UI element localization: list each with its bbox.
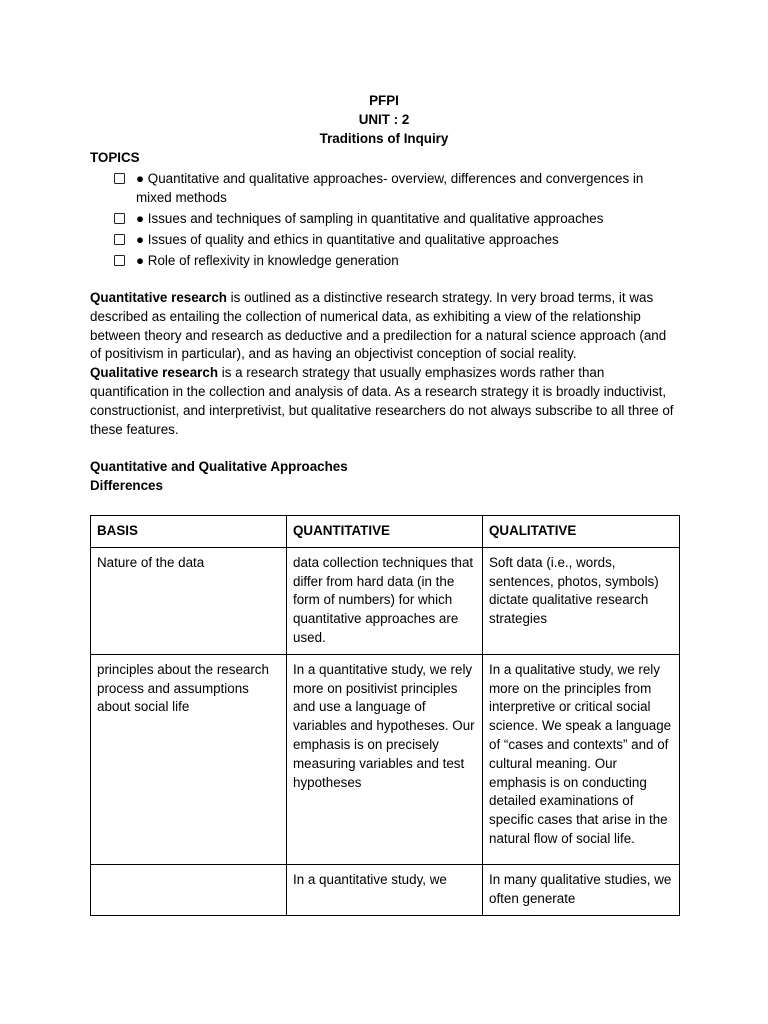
- quantitative-term: Quantitative research: [90, 290, 227, 305]
- section-subtitle: Differences: [90, 478, 163, 493]
- table-row: [91, 547, 680, 654]
- checkbox[interactable]: [114, 234, 125, 245]
- table-header-row: [91, 516, 680, 548]
- topic-text: ● Quantitative and qualitative approaches- overview, differences and convergences in mixed methods: [136, 171, 644, 205]
- table-cell: In many qualitative studies, we often generate: [483, 864, 680, 915]
- header-cell: QUANTITATIVE: [287, 516, 483, 548]
- topic-text: ● Role of reflexivity in knowledge generation: [136, 253, 399, 268]
- header-cell: BASIS: [91, 516, 287, 548]
- qualitative-term: Qualitative research: [90, 365, 219, 381]
- table-row: [91, 654, 680, 864]
- topic-text: ● Issues and techniques of sampling in quantitative and qualitative approaches: [136, 211, 604, 226]
- table-cell: In a qualitative study, we rely more on the principles from interpretive or critical social science. We speak a language of “cases and contexts” and of cultural meaning. Our emphasis is on conducting detailed examinations of specific cases that arise in the natural flow of social life.: [483, 654, 680, 864]
- doc-title: Traditions of Inquiry: [319, 131, 449, 146]
- comparison-table: [90, 515, 680, 916]
- topics-heading: TOPICS: [90, 150, 140, 165]
- topic-text: ● Issues of quality and ethics in quantitative and qualitative approaches: [136, 232, 559, 247]
- section-title: Quantitative and Qualitative Approaches: [90, 459, 348, 474]
- table-cell: Nature of the data: [91, 547, 287, 654]
- table-cell: Soft data (i.e., words, sentences, photos, symbols) dictate qualitative research strategies: [483, 547, 680, 654]
- table-cell: principles about the research process and assumptions about social life: [91, 654, 287, 864]
- definitions-paragraph: [90, 289, 680, 439]
- checkbox[interactable]: [114, 213, 125, 224]
- quantitative-definition: is outlined as a distinctive research strategy. In very broad terms, it was described as entailing the collection of numerical data, as exhibiting a view of the relationship between theory and research as deductive and a predilection for a natural science approach (and of positivism in particular), and as having an objectivist conception of social reality.: [90, 290, 667, 362]
- checkbox[interactable]: [114, 255, 125, 266]
- table-cell: In a quantitative study, we rely more on positivist principles and use a language of variables and hypotheses. Our emphasis is on precisely measuring variables and test hypotheses: [287, 654, 483, 864]
- qualitative-definition: is a research strategy that usually emphasizes words rather than quantification in the collection and analysis of data. As a research strategy it is broadly inductivist, constructionist, and interpretivist, but qualitative researchers do not always subscribe to all three of these features.: [90, 365, 674, 437]
- table-cell: In a quantitative study, we: [287, 864, 483, 915]
- doc-code: PFPI: [369, 93, 399, 108]
- unit-label: UNIT : 2: [358, 112, 410, 127]
- header-cell: QUALITATIVE: [483, 516, 680, 548]
- table-row: [91, 864, 680, 915]
- table-cell: [91, 864, 287, 915]
- checkbox[interactable]: [114, 173, 125, 184]
- table-cell: data collection techniques that differ from hard data (in the form of numbers) for which quantitative approaches are used.: [287, 547, 483, 654]
